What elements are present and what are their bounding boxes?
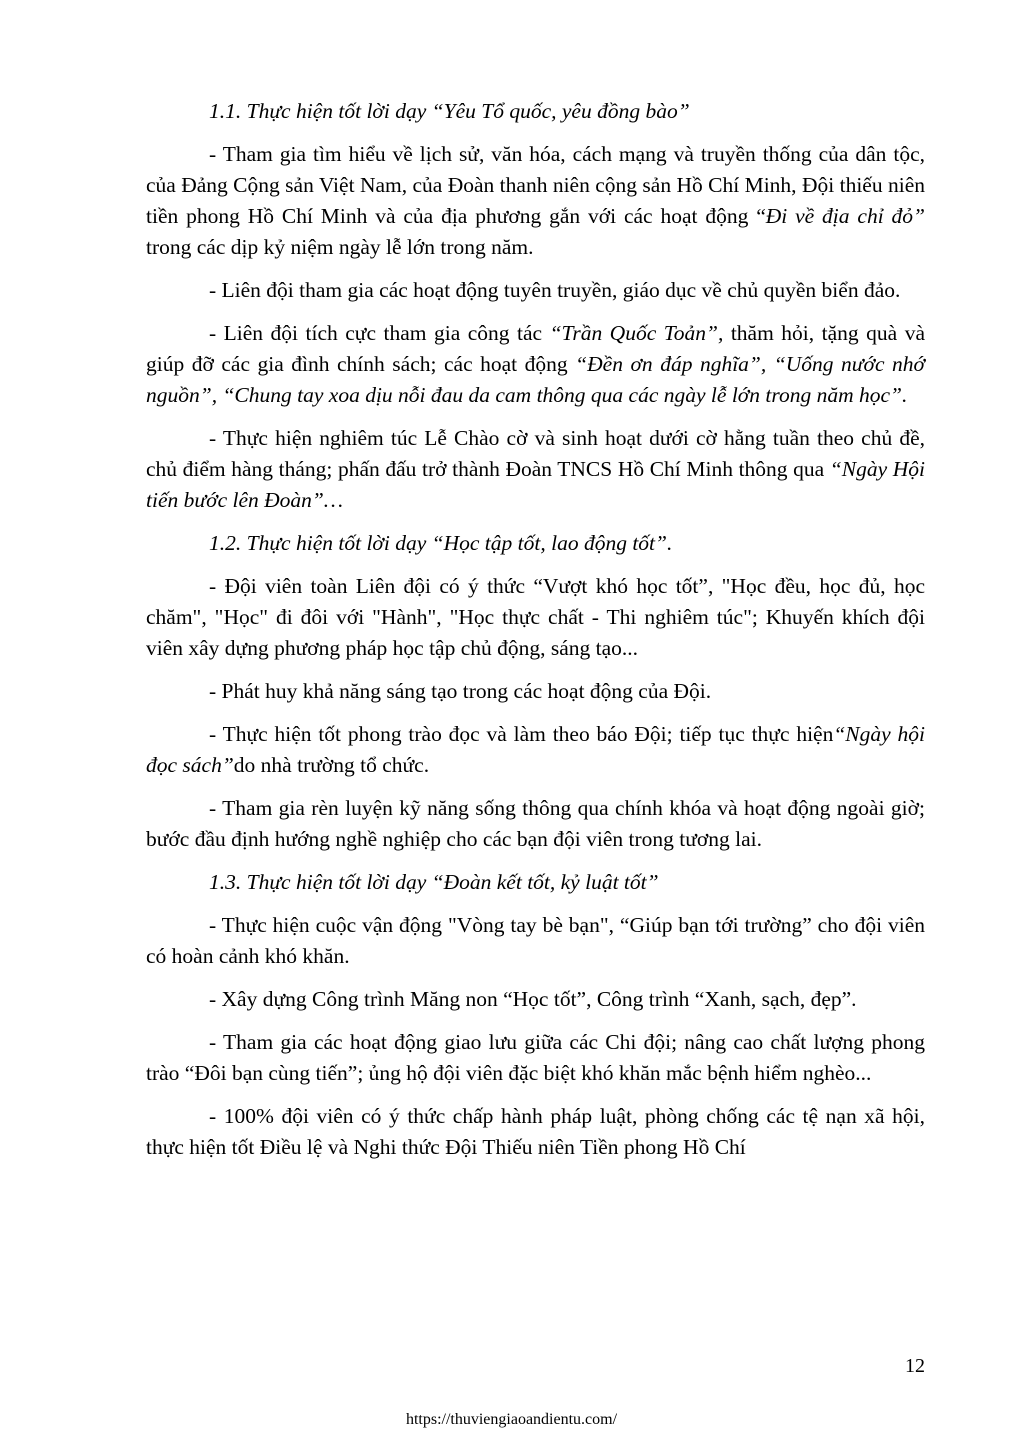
section-heading: 1.1. Thực hiện tốt lời dạy “Yêu Tổ quốc, yêu đồng bào” (209, 99, 690, 123)
italic-text: “Ngày Hội tiến bước lên Đoàn”… (146, 457, 925, 512)
text-run: - Thực hiện nghiêm túc Lễ Chào cờ và sinh hoạt dưới cờ hằng tuần theo chủ đề, chủ điểm hàng tháng; phấn đấu trở thành Đoàn TNCS Hồ Chí Minh thông qua (146, 426, 925, 481)
paragraph (146, 275, 925, 306)
paragraph (146, 571, 925, 664)
italic-text: Đi về địa chỉ đỏ” (765, 204, 925, 228)
footer-url: https://thuviengiaoandientu.com/ (405, 1411, 618, 1428)
paragraph (146, 318, 925, 411)
paragraph (146, 984, 925, 1015)
text-run: - Liên đội tham gia các hoạt động tuyên truyền, giáo dục về chủ quyền biển đảo. (209, 278, 901, 302)
paragraph (146, 139, 925, 263)
text-run: - Tham gia các hoạt động giao lưu giữa các Chi đội; nâng cao chất lượng phong trào “Đôi bạn cùng tiến”; ủng hộ đội viên đặc biệt khó khăn mắc bệnh hiểm nghèo... (146, 1030, 925, 1085)
italic-text: “Trần Quốc Toản”, (549, 321, 724, 345)
page-number: 12 (905, 1355, 925, 1377)
section-heading: 1.3. Thực hiện tốt lời dạy “Đoàn kết tốt, kỷ luật tốt” (209, 870, 659, 894)
text-run: thăm hỏi, tặng quà và giúp đỡ các gia đình chính sách; các hoạt động (146, 321, 925, 376)
paragraph (146, 719, 925, 781)
document-page (146, 96, 925, 1175)
paragraph (146, 1101, 925, 1163)
text-run: - Thực hiện cuộc vận động "Vòng tay bè bạn", “Giúp bạn tới trường” cho đội viên có hoàn cảnh khó khăn. (146, 913, 925, 968)
italic-text: “Đền ơn đáp nghĩa”, “Uống nước nhớ nguồn”, “Chung tay xoa dịu nỗi đau da cam thông qua các ngày lễ lớn trong năm học”. (146, 352, 926, 407)
text-run: do nhà trường tổ chức. (233, 753, 430, 777)
paragraph (146, 676, 925, 707)
text-run: - Thực hiện tốt phong trào đọc và làm theo báo Đội; tiếp tục thực hiện (209, 722, 834, 746)
text-run: - Phát huy khả năng sáng tạo trong các hoạt động của Đội. (209, 679, 712, 703)
text-run: trong các dịp kỷ niệm ngày lễ lớn trong năm. (146, 235, 534, 259)
text-run: - Đội viên toàn Liên đội có ý thức “Vượt khó học tốt”, "Học đều, học đủ, học chăm", "Học" đi đôi với "Hành", "Học thực chất - Thi nghiêm túc"; Khuyến khích đội viên xây dựng phương pháp học tập chủ động, sáng tạo... (146, 574, 925, 660)
text-run: - Tham gia rèn luyện kỹ năng sống thông qua chính khóa và hoạt động ngoài giờ; bước đầu định hướng nghề nghiệp cho các bạn đội viên trong tương lai. (146, 796, 925, 851)
document-body (146, 96, 925, 1163)
paragraph (146, 1027, 925, 1089)
text-run: - Xây dựng Công trình Măng non “Học tốt”, Công trình “Xanh, sạch, đẹp”. (209, 987, 857, 1011)
text-run: - Tham gia tìm hiểu về lịch sử, văn hóa, cách mạng và truyền thống của dân tộc, của Đảng Cộng sản Việt Nam, của Đoàn thanh niên cộng sản Hồ Chí Minh, Đội thiếu niên tiền phong Hồ Chí Minh và của địa phương gắn với các hoạt động “ (146, 142, 925, 228)
section-heading: 1.2. Thực hiện tốt lời dạy “Học tập tốt, lao động tốt”. (209, 531, 673, 555)
text-run: - 100% đội viên có ý thức chấp hành pháp luật, phòng chống các tệ nạn xã hội, thực hiện tốt Điều lệ và Nghi thức Đội Thiếu niên Tiền phong Hồ Chí (146, 1104, 925, 1159)
paragraph (146, 793, 925, 855)
text-run: - Liên đội tích cực tham gia công tác (209, 321, 550, 345)
italic-text: “Ngày hội đọc sách” (146, 722, 925, 777)
paragraph (146, 423, 925, 516)
paragraph (146, 910, 925, 972)
